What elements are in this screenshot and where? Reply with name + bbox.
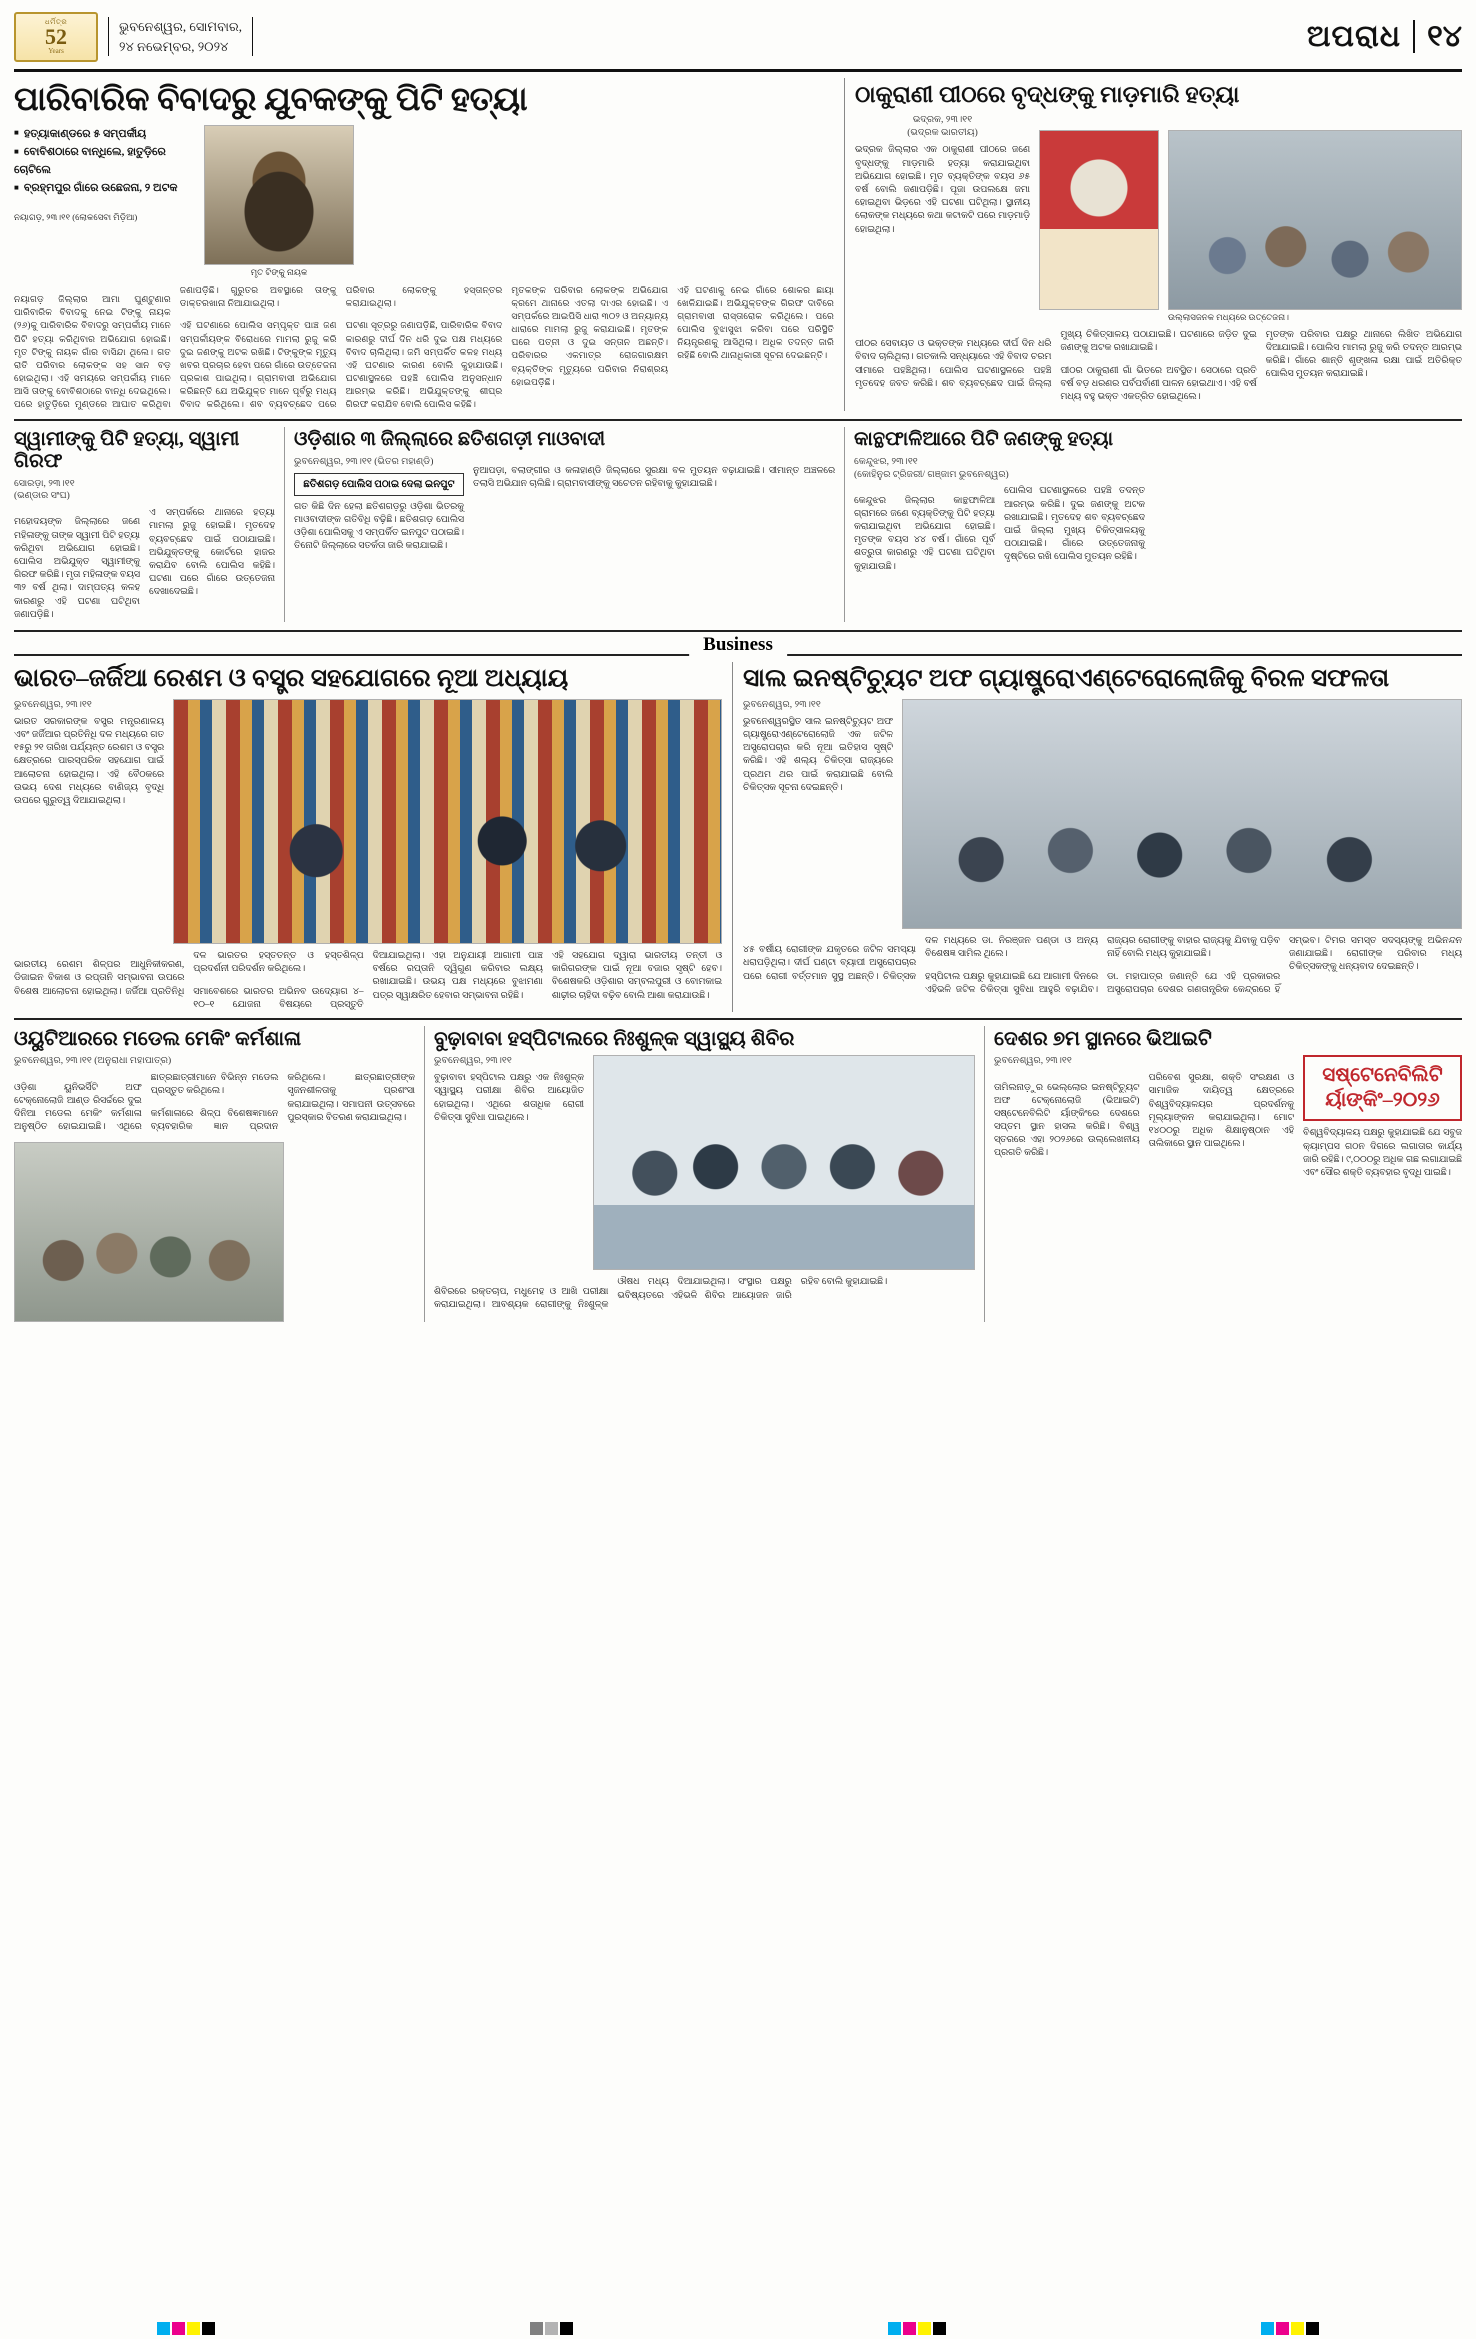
story-6-paragraph: ଭାରତୀୟ ରେଶମ ଶିଳ୍ପର ଆଧୁନିକୀକରଣ, ଡିଜାଇନ ବିକାଶ ଓ ରପ୍ତାନି ସମ୍ଭାବନା ଉପରେ ବିଶେଷ ଆଲୋଚନା ହୋଇଥିଲା। ଜର୍ଜିଆ ପ୍ରତିନିଧି ଦଳ ଭାରତର ହସ୍ତତନ୍ତ ଓ ହସ୍ତଶିଳ୍ପ ପ୍ରଦର୍ଶନୀ ପରିଦର୍ଶନ କରିଥିଲେ। [14, 950, 364, 997]
story-8-paragraph: ଓଡ଼ିଶା ୟୁନିଭର୍ସିଟି ଅଫ ଟେକ୍ନୋଲୋଜି ଆଣ୍ଡ ରିସର୍ଚ୍ଚରେ ଦୁଇ ଦିନିଆ ମଡେଲ ମେକିଂ କର୍ମଶାଳା ଅନୁଷ୍ଠିତ ହୋଇଯାଇଛି। ଏଥିରେ ଛାତ୍ରଛାତ୍ରୀମାନେ ବିଭିନ୍ନ ମଡେଲ ପ୍ରସ୍ତୁତ କରିଥିଲେ। [14, 1073, 279, 1133]
story-8-photo [14, 1142, 284, 1322]
story-2-photo-caption: ଉଲ୍ଲାସଜନକ ମଧ୍ୟରେ ଉତ୍ତେଜନା। [1168, 311, 1289, 322]
story-5-paragraph: ପୋଲିସ ଘଟଣାସ୍ଥଳରେ ପହଞ୍ଚି ତଦନ୍ତ ଆରମ୍ଭ କରିଛି। ଦୁଇ ଜଣଙ୍କୁ ଅଟକ ରଖାଯାଇଛି। ମୃତଦେହ ଶବ ବ୍ୟବଚ୍ଛେଦ ପାଇଁ ଜିଲ୍ଲା ମୁଖ୍ୟ ଚିକିତ୍ସାଳୟକୁ ପଠାଯାଇଛି। ଗାଁରେ ଉତ୍ତେଜନାକୁ ଦୃଷ୍ଟିରେ ରଖି ପୋଲିସ ମୁତୟନ ରହିଛି। [1004, 486, 1145, 563]
publication-logo [14, 12, 98, 62]
story-9-top [434, 1055, 975, 1270]
story-4-paragraph: ଗତ କିଛି ଦିନ ହେଲା ଛତିଶଗଡ଼ରୁ ଓଡ଼ିଶା ଭିତରକୁ ମାଓବାଦୀଙ୍କ ଗତିବିଧି ବଢ଼ିଛି। ଛତିଶଗଡ଼ ପୋଲିସ ଓଡ଼ିଶା ପୋଲିସକୁ ଏ ସମ୍ପର୍କିତ ଇନପୁଟ ପଠାଇଛି। ତିନୋଟି ଜିଲ୍ଲାରେ ସତର୍କତା ଜାରି କରାଯାଇଛି। [294, 501, 464, 552]
story-2 [844, 78, 1462, 411]
story-3-headline: ସ୍ୱାମୀଙ୍କୁ ପିଟି ହତ୍ୟା, ସ୍ୱାମୀ ଗିରଫ [14, 428, 240, 472]
story-7-paragraph: ଡା. ମହାପାତ୍ର ଜଣାନ୍ତି ଯେ ଏହି ପ୍ରକାରର ଅସ୍ତ୍ରୋପଚାର ଦେଶର ଗଣତାନ୍ତ୍ରିକ କେନ୍ଦ୍ରରେ ହିଁ ସମ୍ଭବ। ଟିମର ସମସ୍ତ ସଦସ୍ୟଙ୍କୁ ଅଭିନନ୍ଦନ ଜଣାଯାଇଛି। ରୋଗୀଙ୍କ ପରିବାର ମଧ୍ୟ ଚିକିତ୍ସକଙ୍କୁ ଧନ୍ୟବାଦ ଦେଇଛନ୍ତି। [1107, 935, 1462, 995]
story-1-bullets [14, 125, 194, 278]
story-4-body [473, 456, 835, 554]
story-10-rank-badge: ସଷ୍ଟେନେବିଲିଟି ର୍ୟାଙ୍କିଂ–୨୦୨୬ [1303, 1055, 1462, 1121]
bullet-item: ■ ବ୍ରହ୍ମପୁର ଗାଁରେ ଉଛେଜନା, ୨ ଅଟକ [14, 179, 194, 197]
story-4-left [294, 456, 464, 554]
story-7-photo-wrap [902, 699, 1462, 929]
story-6-byline: ଭୁବନେଶ୍ୱର, ୨୩।୧୧ [14, 699, 92, 710]
story-1-photo [204, 125, 354, 265]
story-1 [14, 78, 844, 411]
story-10-left [994, 1055, 1294, 1180]
business-section-bar [14, 630, 1462, 656]
story-2-paragraph: ପୀଠର ଠାକୁରାଣୀ ଗାଁ ଭିତରେ ଅବସ୍ଥିତ। ସେଠାରେ ପ୍ରତି ବର୍ଷ ବଡ଼ ଧରଣର ପର୍ବପର୍ବାଣୀ ପାଳନ ହୋଇଥାଏ। ଏହି ବର୍ଷ ମଧ୍ୟ ବହୁ ଭକ୍ତ ଏକତ୍ରିତ ହୋଇଥିଲେ। [1060, 365, 1257, 402]
masthead-date: ୨୪ ନଭେମ୍ବର, ୨୦୨୪ [119, 38, 229, 54]
story-10-paragraph: ପରିବେଶ ସୁରକ୍ଷା, ଶକ୍ତି ସଂରକ୍ଷଣ ଓ ସାମାଜିକ ଦାୟିତ୍ୱ କ୍ଷେତ୍ରରେ ବିଶ୍ୱବିଦ୍ୟାଳୟର ପ୍ରଦର୍ଶନକୁ ମୂଲ୍ୟାଙ୍କନ କରାଯାଇଥିଲା। ମୋଟ ୧୪୦୦ରୁ ଅଧିକ ଶିକ୍ଷାନୁଷ୍ଠାନ ଏହି ତାଲିକାରେ ସ୍ଥାନ ପାଇଥିଲେ। [1148, 1073, 1294, 1150]
business-row [14, 656, 1462, 1012]
story-2-left-col [855, 114, 1030, 323]
story-9-photo [593, 1055, 975, 1270]
story-7-byline: ଭୁବନେଶ୍ୱର, ୨୩।୧୧ [743, 699, 821, 710]
story-1-paragraph: ଘଟଣା ସୂତ୍ରରୁ ଜଣାପଡ଼ିଛି, ପାରିବାରିକ ବିବାଦ କାରଣରୁ ଦୀର୍ଘ ଦିନ ଧରି ଦୁଇ ପକ୍ଷ ମଧ୍ୟରେ ବିବାଦ ଚାଲିଥିଲା। ଜମି ସମ୍ପର୍କିତ କଳହ ମଧ୍ୟ ଏହି ଘଟଣାର କାରଣ ବୋଲି କୁହାଯାଉଛି। ଘଟଣାସ୍ଥଳରେ ପହଞ୍ଚି ପୋଲିସ ଅନୁସନ୍ଧାନ ଆରମ୍ଭ କରିଛି। ଅଭିଯୁକ୍ତଙ୍କୁ ଶୀଘ୍ର ଗିରଫ କରାଯିବ ବୋଲି ପୋଲିସ କହିଛି। [345, 320, 503, 409]
story-3-body [14, 507, 275, 622]
story-3-sub-byline: (ଭଣ୍ଡାର ସଂଘ) [14, 491, 70, 502]
story-7-headline: ସାଲ ଇନଷ୍ଟିଚ୍ୟୁଟ ଅଫ ଗ୍ୟାଷ୍ଟ୍ରୋଏଣ୍ଟେରୋଲୋଜିକୁ ବିରଳ ସଫଳତା [743, 664, 1390, 692]
colorbar-group [888, 2322, 946, 2335]
story-5-body [854, 485, 1145, 578]
story-2-body [855, 329, 1462, 404]
story-6-photo [173, 699, 722, 944]
masthead-right [1307, 20, 1462, 54]
story-7-photo [902, 699, 1462, 929]
story-1-byline: ନୟାଗଡ଼, ୨୩।୧୧ (ଲୋକସେବା ମିଡ଼ିଆ) [14, 211, 138, 222]
story-4-byline: ଭୁବନେଶ୍ୱର, ୨୩।୧୧ (ଭିତର ମହାଣ୍ଡି) [294, 456, 434, 467]
page-number: ୧୪ [1413, 20, 1462, 54]
print-registration-colorbars [0, 2322, 1476, 2335]
story-5-byline: କେନ୍ଦୁଝର, ୨୩।୧୧ [854, 456, 918, 467]
story-10-headline: ଦେଶର ୭ମ ସ୍ଥାନରେ ଭିଆଇଟି [994, 1028, 1212, 1050]
story-6-photo-wrap [173, 699, 722, 944]
story-4-box-label: ଛତିଶଗଡ଼ ପୋଲିସ ପଠାଇ ଦେଲା ଇନପୁଟ [294, 473, 464, 496]
story-6-paragraph: ସମାବେଶରେ ଭାରତର ଅଭିନବ ଉଦ୍ୟୋଗ ୪–୧୦–୧ ଯୋଜନା ବିଷୟରେ ପ୍ରସ୍ତୁତି ଦିଆଯାଇଥିଲା। ଏହା ଅନୁଯାୟୀ ଆଗାମୀ ପାଞ୍ଚ ବର୍ଷରେ ରପ୍ତାନି ଦ୍ୱିଗୁଣ କରିବାର ଲକ୍ଷ୍ୟ ରଖାଯାଇଛି। ଉଭୟ ପକ୍ଷ ମଧ୍ୟରେ ବୁଝାମଣା ପତ୍ର ସ୍ୱାକ୍ଷରିତ ହେବାର ସମ୍ଭାବନା ରହିଛି। [193, 950, 543, 1010]
story-9-paragraph: ବୁଢ଼ାବାବା ହସ୍ପିଟାଲ ପକ୍ଷରୁ ଏକ ନିଃଶୁଳ୍କ ସ୍ୱାସ୍ଥ୍ୟ ପରୀକ୍ଷା ଶିବିର ଆୟୋଜିତ ହୋଇଥିଲା। ଏଥିରେ ଶତାଧିକ ରୋଗୀ ଚିକିତ୍ସା ସୁବିଧା ପାଇଥିଲେ। [434, 1073, 584, 1123]
story-10-right [1303, 1055, 1462, 1180]
masthead [14, 10, 1462, 72]
section-title: ଅପରାଧ [1306, 19, 1402, 53]
story-7 [732, 662, 1462, 1012]
story-10 [984, 1026, 1462, 1322]
story-9-paragraph: ଶିବିରରେ ରକ୍ତଚାପ, ମଧୁମେହ ଓ ଆଖି ପରୀକ୍ଷା କରାଯାଇଥିଲା। ଆବଶ୍ୟକ ରୋଗୀଙ୍କୁ ନିଃଶୁଳ୍କ ଔଷଧ ମଧ୍ୟ ଦିଆଯାଇଥିଲା। ସଂସ୍ଥାର ପକ୍ଷରୁ ଭବିଷ୍ୟତରେ ଏହିଭଳି ଶିବିର ଆୟୋଜନ ଜାରି ରହିବ ବୋଲି କୁହାଯାଇଛି। [434, 1277, 888, 1310]
story-1-paragraph: ନୟାଗଡ଼ ଜିଲ୍ଲାର ଆମା ଘୁଣ୍ଟୁଣାର ପାରିବାରିକ ବିବାଦକୁ ନେଇ ଟିଙ୍କୁ ନାୟକ (୨୬)କୁ ପାରିବାରିକ ବିବାଦରୁ ସମ୍ପର୍କୀୟ ମାନେ ପିଟି ହତ୍ୟା କରିଥିବାର ଅଭିଯୋଗ ହୋଇଛି। ମୃତ ଟିଙ୍କୁ ନାୟକ ଗାଁର ବାସିନ୍ଦା ଥିଲେ। ଗତ ରାତି ପରିବାର ଲୋକଙ୍କ ସହ ସାନ ବଡ଼ ହୋଇଥିଲା। ଏହି ସମୟରେ ସମ୍ପର୍କୀୟ ମାନେ ଆସି ତାଙ୍କୁ ବୋବିଶଠାରେ ବାନ୍ଧି ଦେଇଥିଲେ। ପରେ ହାତୁଡ଼ିରେ ମୁଣ୍ଡରେ ଆଘାତ କରିଥିବା ଜଣାପଡ଼ିଛି। ଗୁରୁତର ଅବସ୍ଥାରେ ତାଙ୍କୁ ଡାକ୍ତରଖାନା ନିଆଯାଇଥିଲା। [14, 285, 337, 409]
story-4 [284, 427, 844, 622]
business-label: Business [689, 634, 787, 656]
story-9 [424, 1026, 984, 1322]
story-10-paragraph: ବିଶ୍ୱବିଦ୍ୟାଳୟ ପକ୍ଷରୁ କୁହାଯାଇଛି ଯେ ସବୁଜ କ୍ୟାମ୍ପସ ଗଠନ ଦିଗରେ ଲଗାତାର କାର୍ଯ୍ୟ ଜାରି ରହିଛି। ୯,୦୦୦ରୁ ଅଧିକ ଗଛ ଲଗାଯାଇଛି ଏବଂ ସୌର ଶକ୍ତି ବ୍ୟବହାର ବୃଦ୍ଧି ପାଇଛି। [1303, 1128, 1462, 1178]
masthead-dateline [108, 17, 253, 56]
story-8 [14, 1026, 424, 1322]
story-2-top [855, 114, 1462, 323]
story-1-headline: ପାରିବାରିକ ବିବାଦରୁ ଯୁବକଙ୍କୁ ପିଟି ହତ୍ୟା [14, 82, 528, 118]
story-4-top [294, 456, 835, 554]
story-8-paragraph: କର୍ମଶାଳାରେ ଶିଳ୍ପ ବିଶେଷଜ୍ଞମାନେ ବ୍ୟବହାରିକ ଜ୍ଞାନ ପ୍ରଦାନ କରିଥିଲେ। ଛାତ୍ରଛାତ୍ରୀଙ୍କ ସୃଜନଶୀଳତାକୁ ପ୍ରଶଂସା କରାଯାଇଥିଲା। ସମାପନୀ ଉତ୍ସବରେ ପୁରସ୍କାର ବିତରଣ କରାଯାଇଥିଲା। [150, 1073, 415, 1133]
story-2-byline: ଭଦ୍ରକ, ୨୩।୧୧ [912, 114, 973, 125]
story-8-headline: ଓୟୁଟିଆରରେ ମଡେଲ ମେକିଂ କର୍ମଶାଳା [14, 1028, 302, 1050]
story-6 [14, 662, 732, 1012]
story-7-left [743, 699, 893, 929]
story-8-body [14, 1072, 415, 1134]
story-4-paragraph: ନୁଆପଡ଼ା, ବଲାଙ୍ଗୀର ଓ କଳାହାଣ୍ଡି ଜିଲ୍ଲାରେ ସୁରକ୍ଷା ବଳ ମୁତୟନ ବଢ଼ାଯାଇଛି। ସୀମାନ୍ତ ଅଞ୍ଚଳରେ ତଲାସି ଅଭିଯାନ ଚାଲିଛି। ଗ୍ରାମବାସୀଙ୍କୁ ସଚେତନ ରହିବାକୁ କୁହାଯାଇଛି। [473, 466, 835, 490]
story-9-headline: ବୁଢ଼ାବାବା ହସ୍ପିଟାଲରେ ନିଃଶୁଳ୍କ ସ୍ୱାସ୍ଥ୍ୟ ଶିବିର [434, 1028, 795, 1050]
story-9-left [434, 1055, 584, 1270]
story-5-paragraph: କେନ୍ଦୁଝର ଜିଲ୍ଲାର କାନ୍ଥଫାଳିଆ ଗ୍ରାମରେ ଜଣେ ବ୍ୟକ୍ତିଙ୍କୁ ପିଟି ହତ୍ୟା କରାଯାଇଥିବା ଅଭିଯୋଗ ହୋଇଛି। ମୃତଙ୍କ ବୟସ ୪୪ ବର୍ଷ। ଗାଁରେ ପୂର୍ବ ଶତ୍ରୁତା କାରଣରୁ ଏହି ଘଟଣା ଘଟିଥିବା କୁହାଯାଉଛି। [854, 495, 995, 572]
story-2-paragraph: ଭଦ୍ରକ ଜିଲ୍ଲାର ଏକ ଠାକୁରାଣୀ ପୀଠରେ ଜଣେ ବୃଦ୍ଧଙ୍କୁ ମାଡ଼ମାରି ହତ୍ୟା କରାଯାଇଥିବା ଅଭିଯୋଗ ହୋଇଛି। ମୃତ ବ୍ୟକ୍ତିଙ୍କ ବୟସ ୬୫ ବର୍ଷ ବୋଲି ଜଣାପଡ଼ିଛି। ପୂଜା ଉପଲକ୍ଷେ ଜମା ହୋଇଥିବା ଭିଡ଼ରେ ଏହି ଘଟଣା ଘଟିଥିଲା। ସ୍ଥାନୀୟ ଲୋକଙ୍କ ମଧ୍ୟରେ କଥା କଟାକଟି ପରେ ମାଡ଼ମାଡ଼ି ହୋଇଥିଲା। [855, 145, 1030, 235]
story-2-idol-photo-wrap [1039, 114, 1159, 323]
story-10-byline: ଭୁବନେଶ୍ୱର, ୨୩।୧୧ [994, 1056, 1072, 1067]
colorbar-group [1261, 2322, 1319, 2335]
second-row [14, 419, 1462, 622]
masthead-place: ଭୁବନେଶ୍ୱର, ସୋମବାର, [119, 19, 243, 34]
story-8-byline: ଭୁବନେଶ୍ୱର, ୨୩।୧୧ (ଅନୁରାଧା ମହାପାତ୍ର) [14, 1056, 172, 1067]
logo-top-text: ଧର୍ମିତ୍ର [44, 17, 68, 26]
colorbar-group [530, 2322, 573, 2335]
story-9-body [434, 1276, 975, 1312]
story-3-paragraph: ଏ ସମ୍ପର୍କରେ ଥାନାରେ ହତ୍ୟା ମାମଲା ରୁଜୁ ହୋଇଛି। ମୃତଦେହ ବ୍ୟବଚ୍ଛେଦ ପାଇଁ ପଠାଯାଇଛି। ଅଭିଯୁକ୍ତଙ୍କୁ କୋର୍ଟରେ ହାଜର କରାଯିବ ବୋଲି ପୋଲିସ କହିଛି। ଘଟଣା ପରେ ଗାଁରେ ଉତ୍ତେଜନା ଦେଖାଦେଇଛି। [149, 508, 275, 598]
story-7-paragraph: ହସ୍ପିଟାଲ ପକ୍ଷରୁ କୁହାଯାଇଛି ଯେ ଆଗାମୀ ଦିନରେ ଏହିଭଳି ଜଟିଳ ଚିକିତ୍ସା ସୁବିଧା ଆହୁରି ବଢ଼ାଯିବ। ରାଜ୍ୟର ରୋଗୀଙ୍କୁ ବାହାର ରାଜ୍ୟକୁ ଯିବାକୁ ପଡ଼ିବ ନାହିଁ ବୋଲି ମଧ୍ୟ କୁହାଯାଇଛି। [925, 935, 1280, 995]
story-6-left [14, 699, 164, 944]
story-7-top [743, 699, 1462, 929]
story-2-paragraph: ମୃତଙ୍କ ପରିବାର ପକ୍ଷରୁ ଥାନାରେ ଲିଖିତ ଅଭିଯୋଗ ଦିଆଯାଇଛି। ପୋଲିସ ମାମଲା ରୁଜୁ କରି ତଦନ୍ତ ଆରମ୍ଭ କରିଛି। ଗାଁରେ ଶାନ୍ତି ଶୃଙ୍ଖଳା ରକ୍ଷା ପାଇଁ ଅତିରିକ୍ତ ପୋଲିସ ମୁତୟନ କରାଯାଇଛି। [1265, 329, 1462, 380]
story-1-photo-wrap [204, 125, 354, 278]
story-6-paragraph: ଭାରତ ସରକାରଙ୍କ ବସ୍ତ୍ର ମନ୍ତ୍ରଣାଳୟ ଏବଂ ଜର୍ଜିଆର ପ୍ରତିନିଧି ଦଳ ମଧ୍ୟରେ ଗତ ୧୫ରୁ ୨୧ ତାରିଖ ପର୍ଯ୍ୟନ୍ତ ରେଶମ ଓ ବସ୍ତ୍ର କ୍ଷେତ୍ରରେ ପାରସ୍ପରିକ ସହଯୋଗ ପାଇଁ ଆଲୋଚନା ହୋଇଥିଲା। ଏହି ବୈଠକରେ ଉଭୟ ଦେଶ ମଧ୍ୟରେ ବାଣିଜ୍ୟ ବୃଦ୍ଧି ଉପରେ ଗୁରୁତ୍ୱ ଦିଆଯାଇଥିଲା। [14, 716, 164, 806]
story-7-paragraph: ଭୁବନେଶ୍ୱରସ୍ଥିତ ସାଲ ଇନଷ୍ଟିଚ୍ୟୁଟ ଅଫ ଗ୍ୟାଷ୍ଟ୍ରୋଏଣ୍ଟେରୋଲୋଜି ଏକ ଜଟିଳ ଅସ୍ତ୍ରୋପଚାର କରି ନୂଆ ଇତିହାସ ସୃଷ୍ଟି କରିଛି। ଏହି ଶଲ୍ୟ ଚିକିତ୍ସା ରାଜ୍ୟରେ ପ୍ରଥମ ଥର ପାଇଁ କରାଯାଇଛି ବୋଲି ଚିକିତ୍ସକ ସୂଚନା ଦେଇଛନ୍ତି। [743, 716, 893, 793]
bullet-item: ■ ବୋବିଶଠାରେ ବାନ୍ଧିଲେ, ହାତୁଡ଼ିରେ ଚୋଟିଲେ [14, 143, 194, 179]
story-7-body [743, 935, 1462, 997]
story-6-paragraph: ଏହି ସହଯୋଗ ଦ୍ୱାରା ଭାରତୀୟ ତନ୍ତୀ ଓ କାରିଗରଙ୍କ ପାଇଁ ନୂଆ ବଜାର ସୃଷ୍ଟି ହେବ। ବିଶେଷକରି ଓଡ଼ିଶାର ସମ୍ବଲପୁରୀ ଓ ବୋମକାଇ ଶାଢ଼ୀର ଚାହିଦା ବଢ଼ିବ ବୋଲି ଆଶା କରାଯାଉଛି। [551, 950, 722, 1001]
story-3 [14, 427, 284, 622]
story-5-sub-byline: (କୋହିନୁର ଟ୍ରିଜରୀ/ ଗଞ୍ଜାମ ଭୁବନେଶ୍ୱର) [854, 469, 1009, 480]
story-10-body-left [994, 1072, 1294, 1165]
story-2-sub-byline: (ଭଦ୍ରକ ଭାରତୀୟ) [907, 127, 978, 138]
story-1-top [14, 125, 834, 278]
story-1-paragraph: ମୃତକଙ୍କ ପରିବାର ଲୋକଙ୍କ ଅଭିଯୋଗ କ୍ରମେ ଥାନାରେ ଏତଲା ଦାଏର ହୋଇଛି। ଏ ସମ୍ପର୍କରେ ଆଇପିସି ଧାରା ୩୦୨ ଓ ଅନ୍ୟାନ୍ୟ ଧାରାରେ ମାମଲା ରୁଜୁ କରାଯାଇଛି। ମୃତଙ୍କ ଘରେ ପତ୍ନୀ ଓ ଦୁଇ ସନ୍ତାନ ଅଛନ୍ତି। ପରିବାରର ଏକମାତ୍ର ରୋଜଗାରକ୍ଷମ ବ୍ୟକ୍ତିଙ୍କ ମୃତ୍ୟୁରେ ପରିବାର ନିରାଶ୍ରୟ ହୋଇପଡ଼ିଛି। [511, 285, 669, 387]
story-6-headline: ଭାରତ–ଜର୍ଜିଆ ରେଶମ ଓ ବସ୍ତ୍ର ସହଯୋଗରେ ନୂଆ ଅଧ୍ୟାୟ [14, 664, 569, 692]
story-2-paragraph: ପୀଠର ସେବାୟତ ଓ ଭକ୍ତଙ୍କ ମଧ୍ୟରେ ଦୀର୍ଘ ଦିନ ଧରି ବିବାଦ ଚାଲିଥିଲା। ଗତକାଲି ସନ୍ଧ୍ୟାରେ ଏହି ବିବାଦ ଚରମ ସୀମାରେ ପହଞ୍ଚିଥିଲା। ପୋଲିସ ଘଟଣାସ୍ଥଳରେ ପହଞ୍ଚି ମୃତଦେହ ଜବତ କରିଛି। ଶବ ବ୍ୟବଚ୍ଛେଦ ପାଇଁ ଜିଲ୍ଲା ମୁଖ୍ୟ ଚିକିତ୍ସାଳୟ ପଠାଯାଇଛି। ଘଟଣାରେ ଜଡ଼ିତ ଦୁଇ ଜଣଙ୍କୁ ଅଟକ ରଖାଯାଇଛି। [855, 329, 1257, 389]
story-2-idol-photo [1039, 130, 1159, 310]
story-1-photo-caption: ମୃତ ଟିଙ୍କୁ ନାୟକ [250, 266, 308, 277]
story-5-headline: କାନ୍ଥଫାଳିଆରେ ପିଟି ଜଣଙ୍କୁ ହତ୍ୟା [854, 428, 1114, 450]
story-9-byline: ଭୁବନେଶ୍ୱର, ୨୩।୧୧ [434, 1056, 512, 1067]
logo-years-number: 52 [45, 23, 67, 49]
story-7-paragraph: ୪୫ ବର୍ଷୀୟ ରୋଗୀଙ୍କ ଯକୃତରେ ଜଟିଳ ସମସ୍ୟା ଧରାପଡ଼ିଥିଲା। ଦୀର୍ଘ ଘଣ୍ଟା ବ୍ୟାପୀ ଅସ୍ତ୍ରୋପଚାର ପରେ ରୋଗୀ ବର୍ତ୍ତମାନ ସୁସ୍ଥ ଅଛନ୍ତି। ଚିକିତ୍ସକ ଦଳ ମଧ୍ୟରେ ଡା. ନିରଞ୍ଜନ ପଣ୍ଡା ଓ ଅନ୍ୟ ବିଶେଷଜ୍ଞ ସାମିଲ ଥିଲେ। [743, 935, 1098, 982]
bullet-item: ■ ହତ୍ୟାକାଣ୍ଡରେ ୫ ସମ୍ପର୍କୀୟ [14, 125, 194, 143]
logo-years-label: Years [48, 46, 64, 55]
story-6-top [14, 699, 722, 944]
bullet-list [14, 125, 194, 198]
story-6-body [14, 950, 722, 1012]
story-1-paragraph: ଏହି ଘଟଣାରେ ପୋଲିସ ସମ୍ପୃକ୍ତ ପାଞ୍ଚ ଜଣ ସମ୍ପର୍କୀୟଙ୍କ ବିରୋଧରେ ମାମଲା ରୁଜୁ କରି ଦୁଇ ଜଣଙ୍କୁ ଅଟକ ରଖିଛି। ଟିଙ୍କୁଙ୍କ ମୃତ୍ୟୁ ଖବର ପ୍ରଚାର ହେବା ପରେ ଗାଁରେ ଉତ୍ତେଜନା ପ୍ରକାଶ ପାଇଥିଲା। ଗ୍ରାମବାସୀ ଅଭିଯୋଗ କରିଛନ୍ତି ଯେ ଅଭିଯୁକ୍ତ ମାନେ ପୂର୍ବରୁ ମଧ୍ୟ ବିବାଦ କରିଥିଲେ। ଶବ ବ୍ୟବଚ୍ଛେଦ ପରେ ପରିବାର ଲୋକଙ୍କୁ ହସ୍ତାନ୍ତର କରାଯାଇଥିଲା। [179, 285, 503, 409]
story-4-headline: ଓଡ଼ିଶାର ୩ ଜିଲ୍ଲାରେ ଛତିଶଗଡ଼ୀ ମାଓବାଦୀ [294, 428, 606, 450]
story-2-headline: ଠାକୁରାଣୀ ପୀଠରେ ବୃଦ୍ଧଙ୍କୁ ମାଡ଼ମାରି ହତ୍ୟା [855, 82, 1240, 107]
story-3-paragraph: ମହୋଦୟଙ୍କ ଜିଲ୍ଲାରେ ଜଣେ ମହିଳାଙ୍କୁ ତାଙ୍କ ସ୍ୱାମୀ ପିଟି ହତ୍ୟା କରିଥିବା ଅଭିଯୋଗ ହୋଇଛି। ପୋଲିସ ଅଭିଯୁକ୍ତ ସ୍ୱାମୀଙ୍କୁ ଗିରଫ କରିଛି। ମୃତା ମହିଳାଙ୍କ ବୟସ ୩୨ ବର୍ଷ ଥିଲା। ଦାମ୍ପତ୍ୟ କଳହ କାରଣରୁ ଏହି ଘଟଣା ଘଟିଥିବା ଜଣାପଡ଼ିଛି। [14, 517, 140, 620]
story-9-photo-wrap [593, 1055, 975, 1270]
story-3-byline: ସୋରଡ଼ା, ୨୩।୧୧ [14, 478, 75, 489]
story-2-crowd-photo [1168, 130, 1462, 310]
bottom-row [14, 1018, 1462, 1322]
story-10-paragraph: ତାମିଲନାଡ଼ୁର ଭେଲ୍ଲୋର ଇନଷ୍ଟିଚ୍ୟୁଟ ଅଫ ଟେକ୍ନୋଲୋଜି (ଭିଆଇଟି) ସଷ୍ଟେନେବିଲିଟି ର୍ୟାଙ୍କିଂରେ ଦେଶରେ ସପ୍ତମ ସ୍ଥାନ ହାସଲ କରିଛି। ବିଶ୍ୱ ସ୍ତରରେ ଏହା ୨୦୨୬ରେ ଉଲ୍ଲେଖନୀୟ ପ୍ରଗତି କରିଛି। [994, 1082, 1140, 1159]
top-section [14, 72, 1462, 411]
story-10-top [994, 1055, 1462, 1180]
colorbar-group [157, 2322, 215, 2335]
masthead-left [14, 12, 253, 62]
story-5 [844, 427, 1154, 622]
story-2-crowd-photo-wrap [1168, 114, 1462, 323]
story-1-body [14, 284, 834, 411]
story-1-paragraph: ଏହି ଘଟଣାକୁ ନେଇ ଗାଁରେ ଶୋକର ଛାୟା ଖେଳିଯାଇଛି। ଅଭିଯୁକ୍ତଙ୍କ ଗିରଫ ଦାବିରେ ଗ୍ରାମବାସୀ ରାସ୍ତାରୋକ କରିଥିଲେ। ପରେ ପୋଲିସ ବୁଝାସୁଝା କରିବା ପରେ ପରିସ୍ଥିତି ନିୟନ୍ତ୍ରଣକୁ ଆସିଥିଲା। ଅଧିକ ତଦନ୍ତ ଜାରି ରହିଛି ବୋଲି ଥାନାଧିକାରୀ ସୂଚନା ଦେଇଛନ୍ତି। [677, 285, 834, 361]
